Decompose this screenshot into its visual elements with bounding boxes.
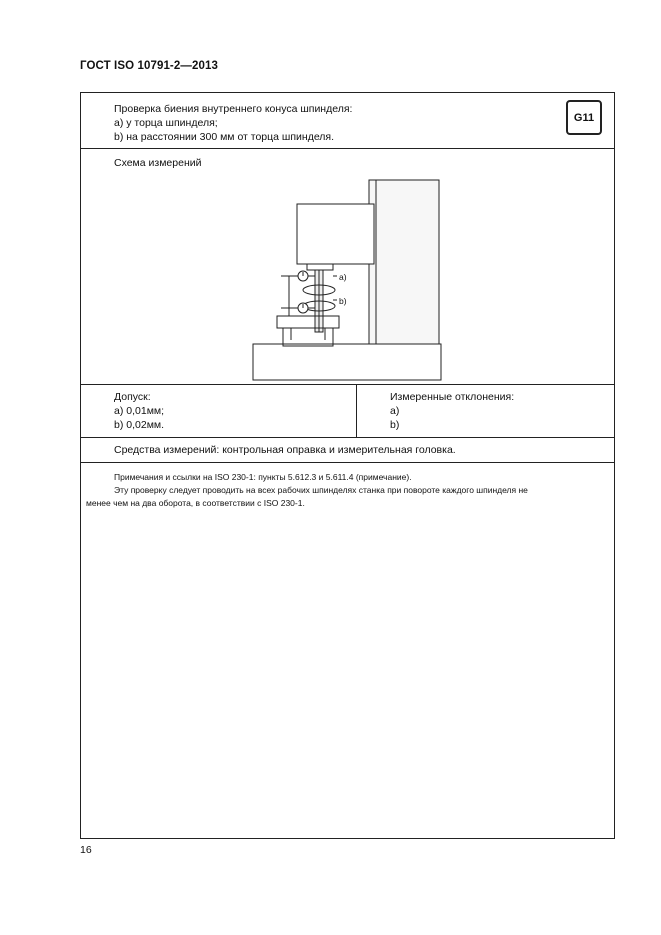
test-sheet-frame <box>80 92 615 839</box>
check-title: Проверка биения внутреннего конуса шпинделя: <box>114 103 353 115</box>
diagram-title: Схема измерений <box>114 157 202 169</box>
check-item-b: b) на расстоянии 300 мм от торца шпинделя. <box>114 131 335 143</box>
notes-line-2: Эту проверку следует проводить на всех рабочих шпинделях станка при повороте каждого шпинделя не <box>114 485 528 495</box>
check-item-a: а) у торца шпинделя; <box>114 117 218 129</box>
label-a: a) <box>339 272 347 282</box>
measurement-diagram <box>241 176 451 381</box>
divider <box>81 437 614 438</box>
page-number: 16 <box>80 844 92 856</box>
tolerance-item-b: b) 0,02мм. <box>114 419 165 431</box>
document-header: ГОСТ ISO 10791-2—2013 <box>80 60 218 72</box>
spindle-nose <box>307 264 333 270</box>
spindle-head <box>297 204 374 264</box>
measured-item-a: а) <box>390 405 400 417</box>
notes-line-3: менее чем на два оборота, в соответствии с ISO 230-1. <box>86 498 305 508</box>
machine-column <box>369 180 439 350</box>
measured-title: Измеренные отклонения: <box>390 391 515 403</box>
divider <box>356 384 357 437</box>
divider <box>81 148 614 149</box>
tolerance-item-a: а) 0,01мм; <box>114 405 165 417</box>
label-b: b) <box>339 296 347 306</box>
measured-item-b: b) <box>390 419 400 431</box>
check-code-badge: G11 <box>566 100 602 135</box>
machine-base <box>253 344 441 380</box>
table <box>277 316 339 328</box>
instruments-text: Средства измерений: контрольная оправка и измерительная головка. <box>114 444 456 456</box>
divider <box>81 384 614 385</box>
tolerance-title: Допуск: <box>114 391 151 403</box>
notes-line-1: Примечания и ссылки на ISO 230-1: пункты 5.612.3 и 5.611.4 (примечание). <box>114 472 412 482</box>
divider <box>81 462 614 463</box>
